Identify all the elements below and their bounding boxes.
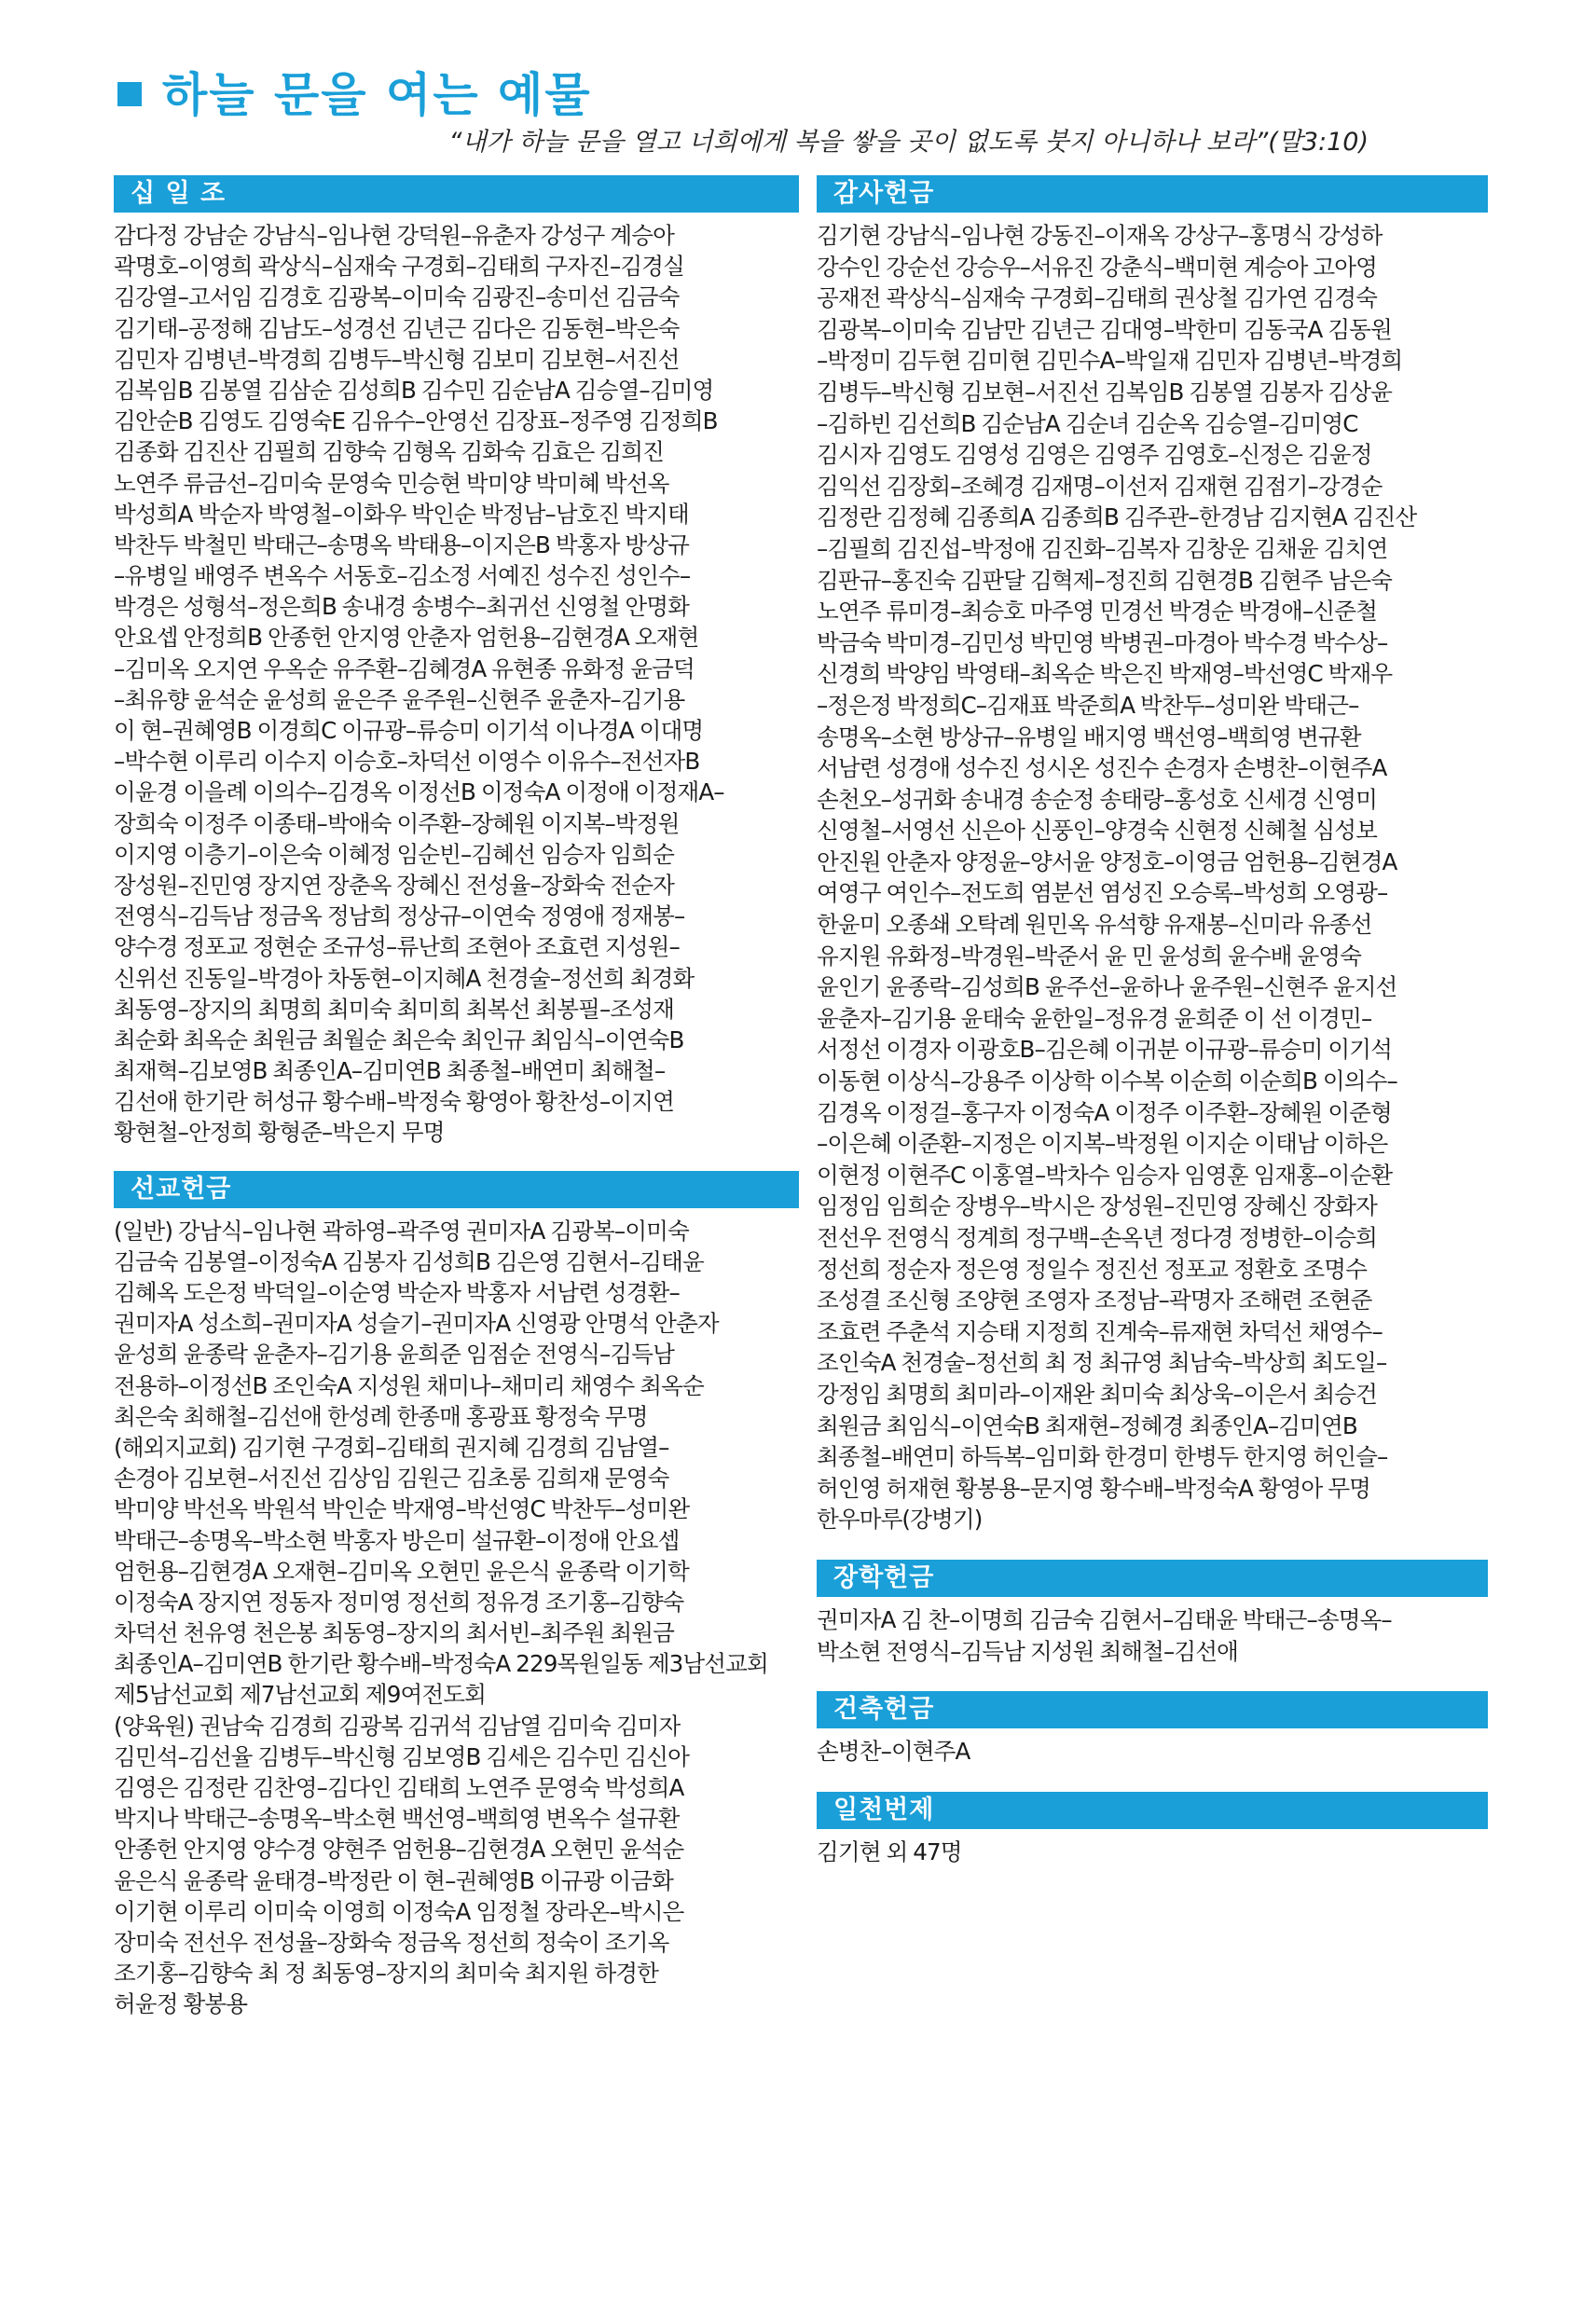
section-body-first-fruits — [817, 1829, 1488, 1868]
text-line: 신위선 진동일–박경아 차동현–이지혜A 천경술–정선희 최경화 — [114, 964, 695, 992]
text-line: –김미옥 오지연 우옥순 유주환–김혜경A 유현종 유화정 윤금덕 — [114, 654, 695, 682]
text-line: 윤은식 윤종락 윤태경–박정란 이 현–권혜영B 이규광 이금화 — [114, 1866, 673, 1894]
text-line: 김병두–박신형 김보현–서진선 김복임B 김봉열 김봉자 김상윤 — [817, 378, 1392, 406]
section-heading-first-fruits: 일천번제 — [817, 1792, 1488, 1829]
text-line: 김정란 김정혜 김종희A 김종희B 김주관–한경남 김지현A 김진산 — [817, 503, 1417, 531]
section-heading-missions: 선교헌금 — [114, 1171, 799, 1208]
text-line: 임정임 임희순 장병우–박시은 장성원–진민영 장혜신 장화자 — [817, 1192, 1377, 1220]
text-line: –박수현 이루리 이수지 이승호–차덕선 이영수 이유수–전선자B — [114, 748, 700, 776]
text-line: –정은정 박정희C–김재표 박준희A 박찬두–성미완 박태근– — [817, 691, 1359, 719]
text-line: 송명옥–소현 방상규–유병일 배지영 백선영–백희영 변규환 — [817, 722, 1361, 750]
text-line: 윤성희 윤종락 윤춘자–김기용 윤희준 임점순 전영식–김득남 — [114, 1341, 674, 1369]
text-line: 차덕선 천유영 천은봉 최동영–장지의 최서빈–최주원 최원금 — [114, 1619, 674, 1647]
text-line: 한윤미 오종쇄 오탁례 원민옥 유석향 유재봉–신미라 유종선 — [817, 911, 1372, 939]
text-line: 최재혁–김보영B 최종인A–김미연B 최종철–배연미 최해철– — [114, 1057, 666, 1085]
text-line: 김종화 김진산 김필희 김향숙 김형옥 김화숙 김효은 김희진 — [114, 438, 665, 466]
section-heading-building: 건축헌금 — [817, 1691, 1488, 1728]
text-line: 유지원 유화정–박경원–박준서 윤 민 윤성희 윤수배 윤영숙 — [817, 942, 1362, 970]
text-line: 조성결 조신형 조양현 조영자 조정남–곽명자 조해련 조현준 — [817, 1287, 1372, 1314]
text-line: 전영식–김득남 정금옥 정남희 정상규–이연숙 정영애 정재봉– — [114, 902, 685, 930]
text-line: 공재전 곽상식–심재숙 구경회–김태희 권상철 김가연 김경숙 — [817, 284, 1377, 312]
section-body-missions — [114, 1208, 799, 2020]
text-line: 안요셉 안정희B 안종헌 안지영 안춘자 엄헌용–김현경A 오재현 — [114, 624, 699, 652]
text-line: 전선우 전영식 정계희 정구백–손옥년 정다경 정병한–이승희 — [817, 1224, 1377, 1251]
text-line: 김혜옥 도은정 박덕일–이순영 박순자 박홍자 서남련 성경환– — [114, 1279, 680, 1306]
text-line: 정선희 정순자 정은영 정일수 정진선 정포교 정환호 조명수 — [817, 1255, 1368, 1283]
text-line: 강정임 최명희 최미라–이재완 최미숙 최상욱–이은서 최승건 — [817, 1380, 1377, 1408]
left-column — [114, 175, 799, 2020]
page-title: 하늘 문을 여는 예물 — [162, 68, 592, 122]
text-line: 윤인기 윤종락–김성희B 윤주선–윤하나 윤주원–신현주 윤지선 — [817, 973, 1397, 1001]
page-subtitle: “내가 하늘 문을 열고 너희에게 복을 쌓을 곳이 없도록 붓지 아니하나 보라”(말3:10) — [448, 128, 1369, 157]
text-line: 조효련 주춘석 지승태 지정희 진계숙–류재현 차덕선 채영수– — [817, 1317, 1383, 1345]
text-line: 박금숙 박미경–김민성 박민영 박병권–마경아 박수경 박수상– — [817, 628, 1388, 656]
text-line: 김영은 김정란 김찬영–김다인 김태희 노연주 문영숙 박성희A — [114, 1774, 684, 1801]
text-line: –김하빈 김선희B 김순남A 김순녀 김순옥 김승열–김미영C — [817, 409, 1358, 437]
text-line: 서정선 이경자 이광호B–김은혜 이귀분 이규광–류승미 이기석 — [817, 1036, 1392, 1064]
text-line: 박태근–송명옥–박소현 박홍자 방은미 설규환–이정애 안요셉 — [114, 1526, 680, 1554]
text-line: 박지나 박태근–송명옥–박소현 백선영–백희영 변옥수 설규환 — [114, 1805, 680, 1833]
text-line: 이지영 이층기–이은숙 이혜정 임순빈–김혜선 임승자 임희순 — [114, 840, 674, 868]
text-line: 장희숙 이정주 이종태–박애숙 이주환–장혜원 이지복–박정원 — [114, 809, 680, 837]
text-line: 김금숙 김봉열–이정숙A 김봉자 김성희B 김은영 김현서–김태윤 — [114, 1247, 704, 1275]
text-line: 허인영 허재현 황봉용–문지영 황수배–박정숙A 황영아 무명 — [817, 1474, 1371, 1502]
section-missions — [114, 1171, 799, 2020]
section-tithe — [114, 175, 799, 1149]
text-line: 최종인A–김미연B 한기란 황수배–박정숙A 229목원일동 제3남선교회 — [114, 1650, 768, 1678]
section-first-fruits — [817, 1792, 1488, 1868]
text-line: 김익선 김장회–조혜경 김재명–이선저 김재현 김점기–강경순 — [817, 472, 1383, 500]
text-line: 김광복–이미숙 김남만 김년근 김대영–박한미 김동국A 김동원 — [817, 315, 1392, 343]
text-line: 손병찬–이현주A — [817, 1738, 970, 1766]
text-line: 이현정 이현주C 이홍열–박차수 임승자 임영훈 임재홍–이순환 — [817, 1161, 1393, 1189]
text-line: 손천오–성귀화 송내경 송순정 송태랑–홍성호 신세경 신영미 — [817, 785, 1377, 813]
text-line: 장미숙 전선우 전성율–장화숙 정금옥 정선희 정숙이 조기옥 — [114, 1928, 669, 1956]
text-line: 김시자 김영도 김영성 김영은 김영주 김영호–신정은 김윤정 — [817, 441, 1372, 469]
text-line: 윤춘자–김기용 윤태숙 윤한일–정유경 윤희준 이 선 이경민– — [817, 1004, 1372, 1032]
text-line: 최원금 최임식–이연숙B 최재현–정혜경 최종인A–김미연B — [817, 1411, 1357, 1439]
section-building — [817, 1691, 1488, 1768]
section-body-building — [817, 1728, 1488, 1768]
section-body-tithe — [114, 213, 799, 1149]
text-line: 제5남선교회 제7남선교회 제9여전도회 — [114, 1681, 486, 1709]
text-line: 장성원–진민영 장지연 장춘옥 장혜신 전성율–장화숙 전순자 — [114, 871, 674, 899]
text-line: 엄헌용–김현경A 오재현–김미옥 오현민 윤은식 윤종락 이기학 — [114, 1557, 689, 1585]
text-line: (해외지교회) 김기현 구경회–김태희 권지혜 김경희 김남열– — [114, 1433, 669, 1461]
text-line: 노연주 류금선–김미숙 문영숙 민승현 박미양 박미혜 박선옥 — [114, 469, 669, 497]
text-line: 허윤정 황봉용 — [114, 1990, 248, 2018]
text-line: 조인숙A 천경술–정선희 최 정 최규영 최남숙–박상희 최도일– — [817, 1349, 1387, 1377]
text-line: 안진원 안춘자 양정윤–양서윤 양정호–이영금 엄헌용–김현경A — [817, 847, 1397, 875]
section-heading-thanksgiving: 감사헌금 — [817, 175, 1488, 213]
section-heading-tithe: 십 일 조 — [114, 175, 799, 213]
text-line: 김경옥 이정걸–홍구자 이정숙A 이정주 이주환–장혜원 이준형 — [817, 1098, 1392, 1126]
text-line: 김기현 외 47명 — [817, 1837, 962, 1865]
title-square-icon — [117, 82, 142, 106]
text-line: 최은숙 최해철–김선애 한성례 한종매 홍광표 황정숙 무명 — [114, 1402, 648, 1430]
text-line: 안종헌 안지영 양수경 양현주 엄헌용–김현경A 오현민 윤석순 — [114, 1836, 684, 1864]
text-line: 손경아 김보현–서진선 김상임 김원근 김초롱 김희재 문영숙 — [114, 1465, 669, 1493]
text-line: 김기태–공정해 김남도–성경선 김년근 김다은 김동현–박은숙 — [114, 314, 680, 342]
text-line: (양육원) 권남숙 김경희 김광복 김귀석 김남열 김미숙 김미자 — [114, 1712, 681, 1740]
text-line: 서남련 성경애 성수진 성시온 성진수 손경자 손병찬–이현주A — [817, 754, 1387, 782]
text-line: 김복임B 김봉열 김삼순 김성희B 김수민 김순남A 김승열–김미영 — [114, 376, 714, 404]
text-line: 신영철–서영선 신은아 신풍인–양경숙 신현정 신혜철 심성보 — [817, 817, 1377, 845]
text-line: 박찬두 박철민 박태근–송명옥 박태용–이지은B 박홍자 방상규 — [114, 530, 689, 558]
title-row — [117, 58, 1479, 125]
text-line: 신경희 박양임 박영태–최옥순 박은진 박재영–박선영C 박재우 — [817, 660, 1393, 688]
text-line: –박정미 김두현 김미현 김민수A–박일재 김민자 김병년–박경희 — [817, 347, 1403, 375]
text-line: 곽명호–이영희 곽상식–심재숙 구경회–김태희 구자진–김경실 — [114, 253, 684, 281]
text-line: 조기홍–김향숙 최 정 최동영–장지의 최미숙 최지원 하경한 — [114, 1960, 659, 1988]
text-line: 박경은 성형석–정은희B 송내경 송병수–최귀선 신영철 안명화 — [114, 593, 689, 621]
section-thanksgiving — [817, 175, 1488, 1535]
page-header — [117, 58, 1479, 170]
text-line: 이정숙A 장지연 정동자 정미영 정선희 정유경 조기홍–김향숙 — [114, 1588, 684, 1616]
text-line: 박성희A 박순자 박영철–이화우 박인순 박정남–남호진 박지태 — [114, 500, 689, 528]
text-line: 박미양 박선옥 박원석 박인순 박재영–박선영C 박찬두–성미완 — [114, 1495, 690, 1523]
text-line: 황현철–안정희 황형준–박은지 무명 — [114, 1119, 445, 1147]
text-line: 이기현 이루리 이미숙 이영희 이정숙A 임정철 장라온–박시은 — [114, 1897, 684, 1925]
text-line: (일반) 강남식–임나현 곽하영–곽주영 권미자A 김광복–이미숙 — [114, 1217, 689, 1245]
text-line: –최유향 윤석순 윤성희 윤은주 윤주원–신현주 윤춘자–김기용 — [114, 685, 685, 713]
text-line: 한우마루(강병기) — [817, 1506, 983, 1534]
text-line: 김안순B 김영도 김영숙E 김유수–안영선 김장표–정주영 김정희B — [114, 407, 718, 435]
text-line: –이은혜 이준환–지정은 이지복–박정원 이지순 이태남 이하은 — [817, 1130, 1388, 1158]
text-line: 권미자A 김 찬–이명희 김금숙 김현서–김태윤 박태근–송명옥– — [817, 1605, 1392, 1633]
text-line: 김민자 김병년–박경희 김병두–박신형 김보미 김보현–서진선 — [114, 345, 680, 373]
text-line: –김필희 김진섭–박정애 김진화–김복자 김창운 김채윤 김치연 — [817, 534, 1388, 562]
text-line: –유병일 배영주 변옥수 서동호–김소정 서예진 성수진 성인수– — [114, 562, 691, 590]
text-line: 김민석–김선율 김병두–박신형 김보영B 김세은 김수민 김신아 — [114, 1742, 689, 1770]
text-line: 감다정 강남순 강남식–임나현 강덕원–유춘자 강성구 계승아 — [114, 222, 674, 249]
text-line: 최동영–장지의 최명희 최미숙 최미희 최복선 최봉필–조성재 — [114, 995, 674, 1023]
text-line: 김선애 한기란 허성규 황수배–박정숙 황영아 황찬성–이지연 — [114, 1088, 674, 1116]
section-heading-scholarship: 장학헌금 — [817, 1560, 1488, 1597]
text-line: 이 현–권혜영B 이경희C 이규광–류승미 이기석 이나경A 이대명 — [114, 717, 704, 744]
right-column — [817, 175, 1488, 1867]
text-line: 최종철–배연미 하득복–임미화 한경미 한병두 한지영 허인슬– — [817, 1443, 1388, 1471]
text-line: 김판규–홍진숙 김판달 김혁제–정진희 김현경B 김현주 남은숙 — [817, 566, 1392, 594]
text-line: 양수경 정포교 정현순 조규성–류난희 조현아 조효련 지성원– — [114, 933, 680, 961]
text-line: 김기현 강남식–임나현 강동진–이재옥 강상구–홍명식 강성하 — [817, 222, 1383, 249]
text-line: 강수인 강순선 강승우–서유진 강춘식–백미현 계승아 고아영 — [817, 253, 1377, 281]
text-line: 김강열–고서임 김경호 김광복–이미숙 김광진–송미선 김금숙 — [114, 283, 680, 311]
section-body-thanksgiving — [817, 213, 1488, 1535]
text-line: 여영구 여인수–전도희 염분선 염성진 오승록–박성희 오영광– — [817, 879, 1388, 907]
text-line: 전용하–이정선B 조인숙A 지성원 채미나–채미리 채영수 최옥순 — [114, 1371, 704, 1399]
text-line: 이윤경 이을례 이의수–김경옥 이정선B 이정숙A 이정애 이정재A– — [114, 778, 724, 806]
text-line: 노연주 류미경–최승호 마주영 민경선 박경순 박경애–신준철 — [817, 598, 1377, 626]
text-line: 최순화 최옥순 최원금 최월순 최은숙 최인규 최임식–이연숙B — [114, 1025, 684, 1053]
text-line: 권미자A 성소희–권미자A 성슬기–권미자A 신영광 안명석 안춘자 — [114, 1310, 719, 1338]
section-body-scholarship — [817, 1597, 1488, 1667]
text-line: 박소현 전영식–김득남 지성원 최해철–김선애 — [817, 1637, 1238, 1665]
text-line: 이동현 이상식–강용주 이상학 이수복 이순희 이순희B 이의수– — [817, 1067, 1397, 1095]
section-scholarship — [817, 1560, 1488, 1667]
